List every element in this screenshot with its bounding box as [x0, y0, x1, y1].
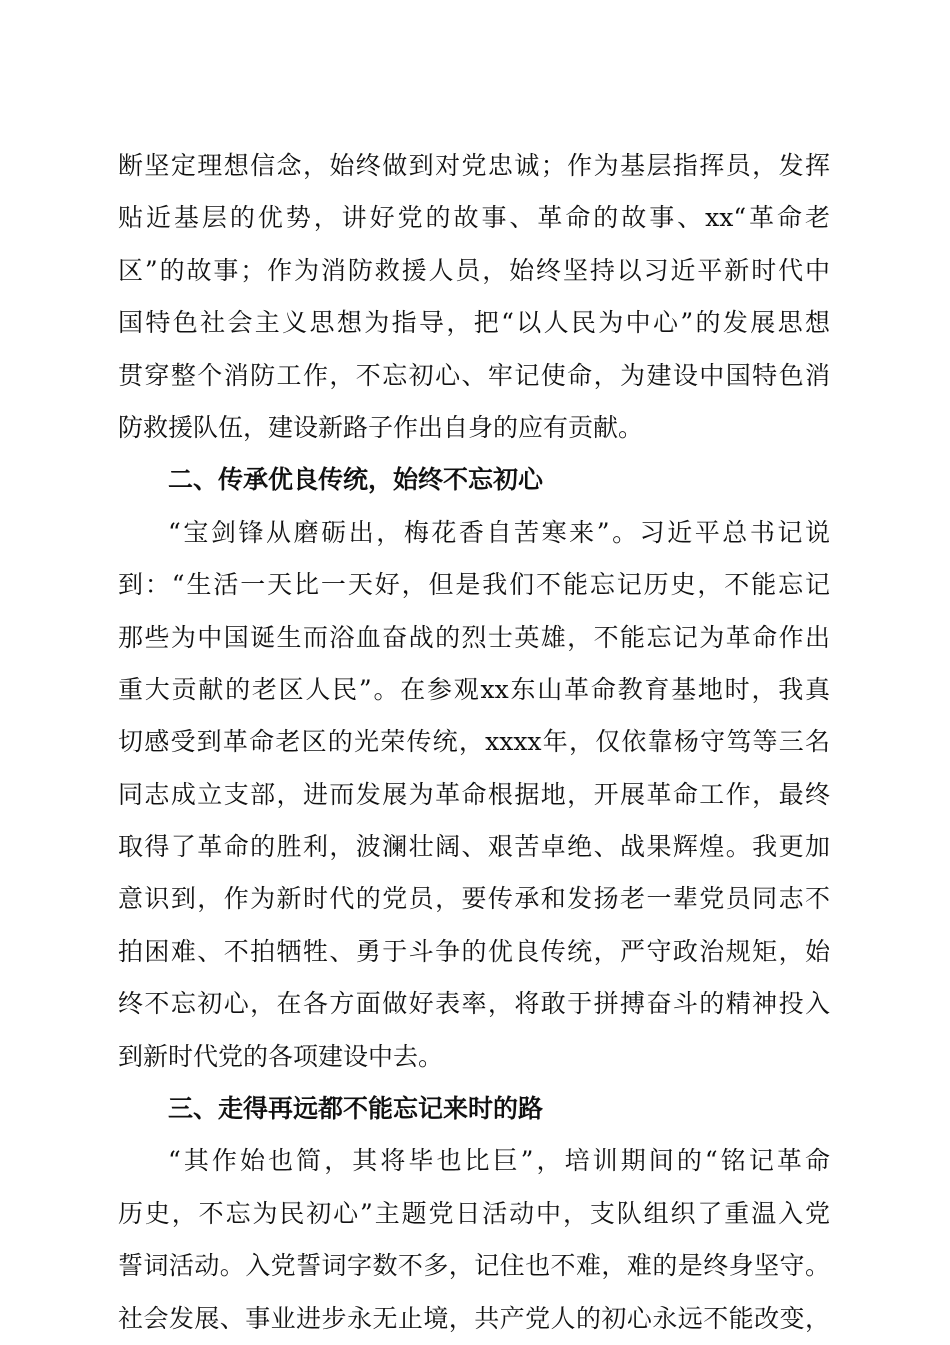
paragraph-line: 终不忘初心，在各方面做好表率，将敢于拼搏奋斗的精神投入 — [118, 989, 830, 1019]
paragraph-line: 同志成立支部，进而发展为革命根据地，开展革命工作，最终 — [118, 779, 830, 809]
paragraph-line: 贴近基层的优势，讲好党的故事、革命的故事、xx“革命老 — [118, 203, 830, 233]
paragraph-line: 防救援队伍，建设新路子作出自身的应有贡献。 — [118, 412, 644, 442]
paragraph-line: 意识到，作为新时代的党员，要传承和发扬老一辈党员同志不 — [118, 884, 830, 914]
paragraph-line: “其作始也简，其将毕也比巨”，培训期间的“铭记革命 — [168, 1146, 830, 1176]
paragraph-line: 取得了革命的胜利，波澜壮阔、艰苦卓绝、战果辉煌。我更加 — [118, 832, 830, 862]
paragraph-line: 那些为中国诞生而浴血奋战的烈士英雄，不能忘记为革命作出 — [118, 622, 830, 652]
paragraph-line: 到：“生活一天比一天好，但是我们不能忘记历史，不能忘记 — [118, 570, 830, 600]
paragraph-line: 国特色社会主义思想为指导，把“以人民为中心”的发展思想 — [118, 308, 830, 338]
paragraph-line: 到新时代党的各项建设中去。 — [118, 1041, 444, 1071]
paragraph-line: 社会发展、事业进步永无止境，共产党人的初心永远不能改变， — [118, 1303, 830, 1333]
paragraph-1 — [118, 140, 830, 454]
paragraph-line: 重大贡献的老区人民”。在参观xx东山革命教育基地时，我真 — [118, 674, 830, 704]
paragraph-2 — [118, 507, 830, 1083]
paragraph-line: 断坚定理想信念，始终做到对党忠诚；作为基层指挥员，发挥 — [118, 151, 830, 180]
section-heading-3: 三、走得再远都不能忘记来时的路 — [168, 1094, 544, 1124]
document-body — [118, 140, 830, 1345]
paragraph-line: 历史，不忘为民初心”主题党日活动中，支队组织了重温入党 — [118, 1198, 830, 1228]
paragraph-line: 拍困难、不拍牺牲、勇于斗争的优良传统，严守政治规矩，始 — [118, 936, 830, 966]
paragraph-line: 切感受到革命老区的光荣传统，xxxx年，仅依靠杨守笃等三名 — [118, 727, 830, 757]
paragraph-line: 誓词活动。入党誓词字数不多，记住也不难，难的是终身坚守。 — [118, 1251, 830, 1281]
paragraph-line: 区”的故事；作为消防救援人员，始终坚持以习近平新时代中 — [118, 255, 830, 285]
paragraph-3 — [118, 1135, 830, 1345]
paragraph-line: “宝剑锋从磨砺出，梅花香自苦寒来”。习近平总书记说 — [168, 517, 830, 547]
section-heading-2: 二、传承优良传统，始终不忘初心 — [168, 465, 544, 495]
paragraph-line: 贯穿整个消防工作，不忘初心、牢记使命，为建设中国特色消 — [118, 360, 830, 390]
